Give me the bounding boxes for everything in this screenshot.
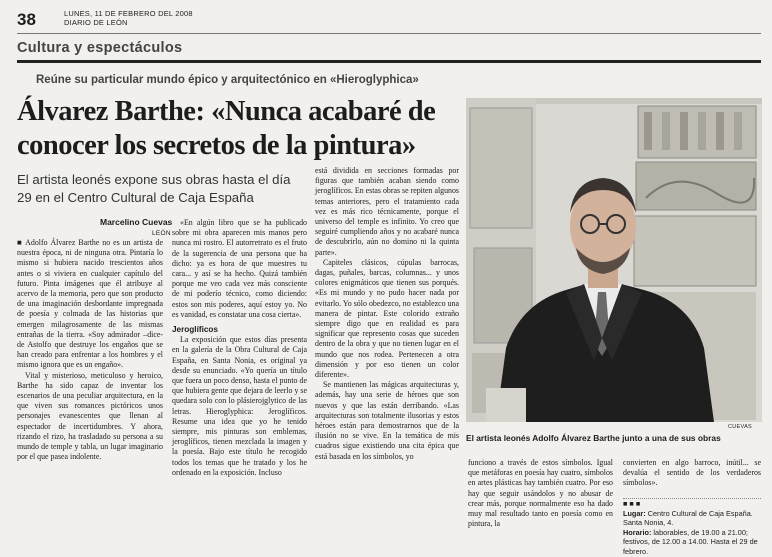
publication-date: LUNES, 11 DE FEBRERO DEL 2008 (64, 9, 193, 18)
article-photo (466, 98, 762, 422)
paragraph: Vital y misterioso, meticuloso y heroico, Barthe ha sido capaz de inventar los escenarios de una peculiar arquitectura, en la que viven sus romances pictóricos unos personajes evanescentes que llenan al espectador de incertidumbres. Y ahora, rizando el rizo, ha trasladado su persona a su mundo de temple y tabla, un lugar imaginario por el que pasea indolente. (17, 370, 163, 462)
article-kicker: Reúne su particular mundo épico y arquitectónico en «Hieroglyphica» (36, 74, 419, 86)
lugar-label: Lugar: (623, 508, 646, 518)
paragraph: convierten en algo barroco, inútil... se devalúa el sentido de los verdaderos símbolos». (623, 458, 761, 488)
headline-line-1: Álvarez Barthe: «Nunca acabaré de (17, 96, 436, 127)
info-marker: ■ ■ ■ (623, 499, 641, 508)
info-lugar (623, 509, 761, 528)
page-number: 38 (17, 10, 36, 29)
article-headline (17, 95, 462, 163)
lugar-value: Centro Cultural de Caja España. Santa Nonia, 4. (623, 508, 753, 528)
top-rule (17, 33, 761, 34)
article-column-4 (468, 458, 613, 529)
dateline-location: LEÓN (152, 230, 171, 237)
paragraph: «En algún libro que se ha publicado sobre mi obra aparecen mis manos pero nunca mi rostro. El autorretrato es el fruto de la sugerencia de una persona que ha dicho: ya es hora de que muestres tu cara... y así se ha hecho. Quizá también porque me veo cada vez más consciente de mi poderío técnico, como diciendo: estos son mis poderes, aquí estoy yo. No es vanidad, es constatar una cosa cierta». (172, 218, 307, 319)
section-title: Cultura y espectáculos (17, 40, 183, 56)
photo-credit: CUEVAS (728, 424, 753, 430)
paragraph: ■ Adolfo Álvarez Barthe no es un artista de nuestra época, ni de ninguna otra. Pintaría lo mismo si hubiera nacido trescientos años antes o si viviera en cualquier capítulo del futuro. Pinta imágenes que él atribuye al acervo de la memoria, pero que son producto de una imaginación desbordante impregnada de poesía y colmada de las historias que emergen milagrosamente de las mismas entrañas de la tierra. «Soy admirador –dice- de Astolfo que destruye los engaños que se han creado para enfrentar a los hombres y el mismo ignora que es un engaño». (17, 238, 163, 370)
horario-label: Horario: (623, 527, 652, 537)
artist-portrait-image (466, 98, 762, 422)
paragraph: Capiteles clásicos, cúpulas barrocas, dagas, puñales, barcas, columnas... y unos colores enigmáticos que tienen sus porqués. «Es mi mundo y no pudo hacer nada por evitarlo. Yo sólo obedezco, no establezco una manera de pintar. Este colorido extraño siempre digo que en realidad es para significar que represento cosas que suceden dentro de la obra y que no tienen lugar en el mundo que nos rodea. Pertenecen a otra dimensión y por eso tienen un color diferente». (315, 257, 459, 380)
info-horario (623, 528, 761, 557)
masthead-dateline (64, 9, 193, 27)
paragraph: funciono a través de estos símbolos. Igual que metáforas en poesía hay cuatro, símbolos en artes plásticas hay también cuatro. Por eso hay que seguir usándolos y no abusar de crear más, porque normalmente eso ha dado muy mal resultado tanto en poesía como en pintura, la (468, 458, 613, 529)
article-column-1 (17, 238, 163, 462)
exhibition-info-box (623, 498, 761, 557)
horario-value: laborables, de 19.00 a 21.00; festivos, de 12.00 a 14.00. Hasta el 29 de febrero. (623, 527, 758, 556)
article-column-5 (623, 458, 761, 489)
paragraph: La exposición que estos días presenta en la galería de la Obra Cultural de Caja España, en Santa Nonia, es original ya desde su enunciado. «Yo quería un título que fuera un poco denso, hasta el punto de que hubiera gente que dejara de leerlo y se quedara solo con lo plásierojglytico de las letras. Hieroglyphica: Jeroglíficos. Resume una idea que yo he tenido siempre, mis pinturas son emblemas, jeroglíficos, tienen mezclada la imagen y la poesía. Bajo este título he recogido todos los temas que he tratado y los he ordenado en la exposición. Incluso (172, 335, 307, 477)
section-rule (17, 60, 761, 63)
article-column-3 (315, 166, 459, 462)
paragraph: está dividida en secciones formadas por figuras que también acaban siendo como jeroglíficos. En estas obras se repiten algunos temas anteriores, pero el tratamiento cada vez es más rico técnicamente, porque el universo del temple es infinito. Yo creo que seguiré cumpliendo años y no acabaré nunca de descubrirlo, aún no domino ni la quinta parte». (315, 166, 459, 257)
photo-caption: El artista leonés Adolfo Álvarez Barthe junto a una de sus obras (466, 433, 721, 443)
article-subhead: El artista leonés expone sus obras hasta el día 29 en el Centro Cultural de Caja España (17, 172, 291, 205)
newspaper-name: DIARIO DE LEÓN (64, 18, 128, 27)
paragraph: Se mantienen las mágicas arquitecturas y, además, hay una serie de héroes que son nuevos y que las están derribando. «Las arquitecturas son totalmente ilusorias y estos héroes están para demostrarnos que de la ilusión no se vive. En la temática de mis cuadros sigue existiendo una cita épica que está basada en los símbolos, yo (315, 380, 459, 461)
column-subheading: Jeroglíficos (172, 325, 218, 335)
byline: Marcelino Cuevas (100, 217, 173, 227)
headline-line-2: conocer los secretos de la pintura» (17, 130, 416, 161)
article-column-2 (172, 218, 307, 478)
